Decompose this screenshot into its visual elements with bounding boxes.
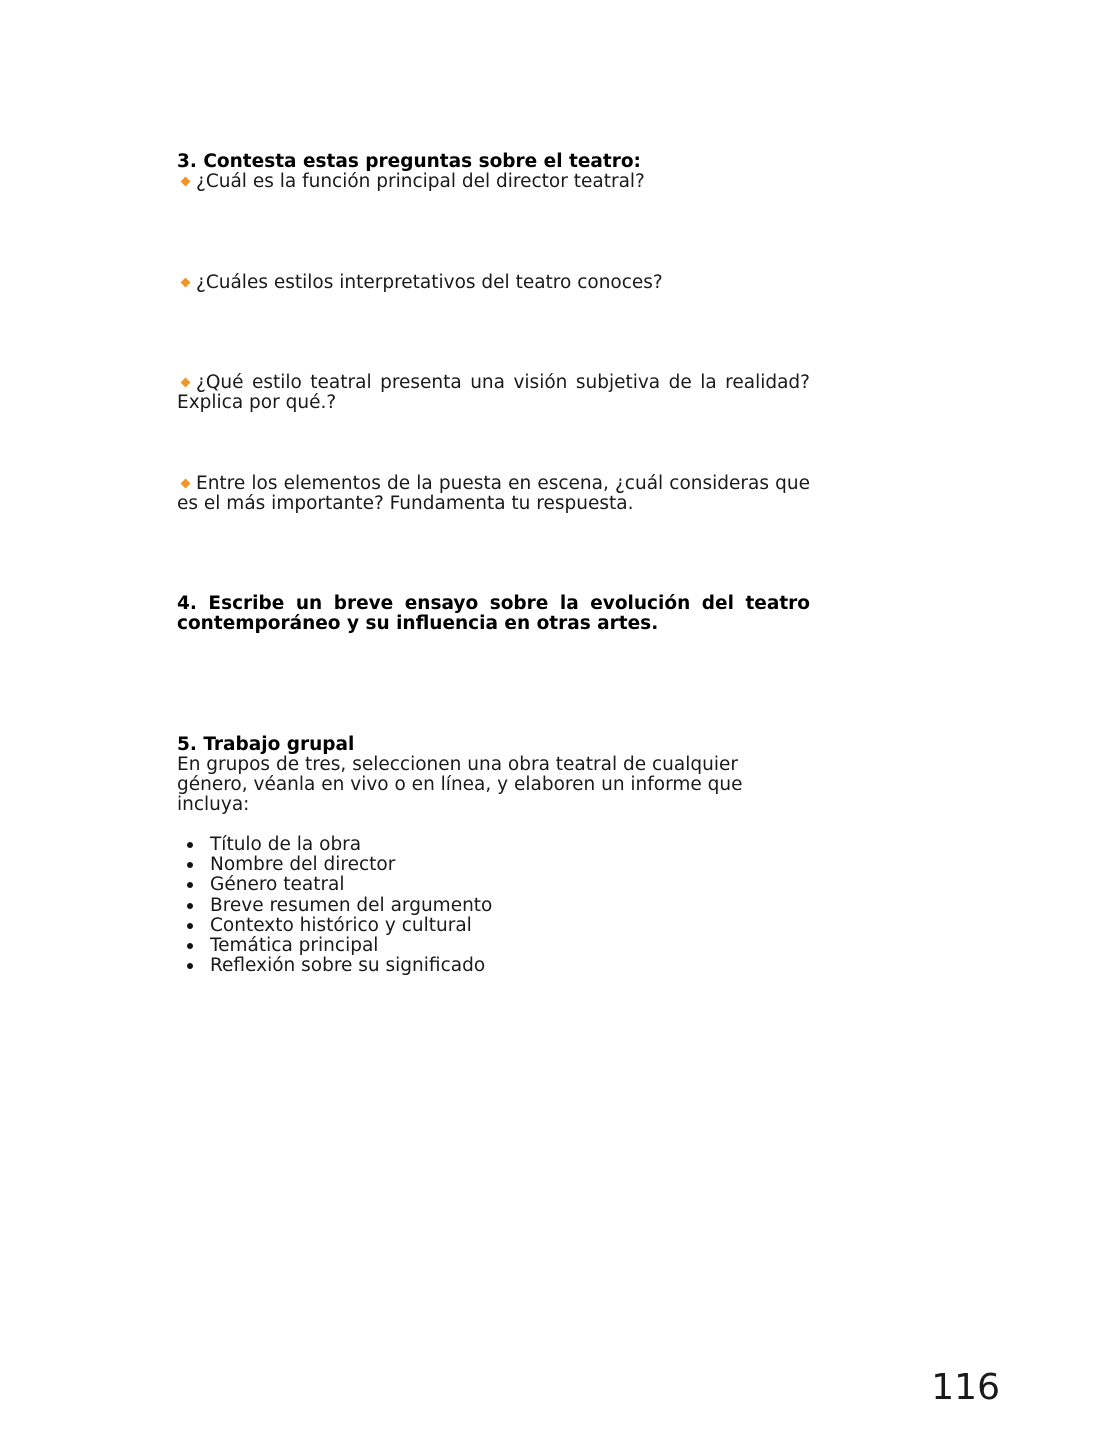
question-2-text: ¿Cuáles estilos interpretativos del teatro conoces? bbox=[196, 272, 663, 293]
list-item: Título de la obra bbox=[177, 835, 810, 855]
question-3-text: ¿Qué estilo teatral presenta una visión subjetiva de la realidad? Explica por qué.? bbox=[177, 372, 810, 413]
list-item: Contexto histórico y cultural bbox=[177, 916, 810, 936]
diamond-bullet-icon bbox=[181, 176, 191, 186]
diamond-bullet-icon bbox=[181, 377, 191, 387]
report-items-list bbox=[177, 835, 810, 976]
list-item: Temática principal bbox=[177, 936, 810, 956]
question-4 bbox=[177, 474, 810, 514]
section-4-heading: 4. Escribe un breve ensayo sobre la evolución del teatro contemporáneo y su influencia en otras artes. bbox=[177, 593, 810, 634]
question-1 bbox=[177, 172, 810, 192]
question-1-text: ¿Cuál es la función principal del director teatral? bbox=[196, 171, 645, 192]
section-3 bbox=[177, 152, 810, 192]
list-item: Reflexión sobre su significado bbox=[177, 956, 810, 976]
question-4-text: Entre los elementos de la puesta en escena, ¿cuál consideras que es el más importante? Fundamenta tu respuesta. bbox=[177, 473, 810, 514]
list-item: Nombre del director bbox=[177, 855, 810, 875]
section-5-heading: 5. Trabajo grupal bbox=[177, 734, 355, 755]
section-5-intro: En grupos de tres, seleccionen una obra teatral de cualquier género, véanla en vivo o en línea, y elaboren un informe que incluya: bbox=[177, 754, 743, 815]
section-5 bbox=[177, 735, 810, 976]
list-item: Género teatral bbox=[177, 875, 810, 895]
diamond-bullet-icon bbox=[181, 277, 191, 287]
section-3-heading: 3. Contesta estas preguntas sobre el teatro: bbox=[177, 151, 641, 172]
list-item: Breve resumen del argumento bbox=[177, 896, 810, 916]
question-3 bbox=[177, 373, 810, 413]
diamond-bullet-icon bbox=[181, 478, 191, 488]
page-number: 116 bbox=[931, 1367, 1000, 1408]
question-2 bbox=[177, 273, 810, 293]
